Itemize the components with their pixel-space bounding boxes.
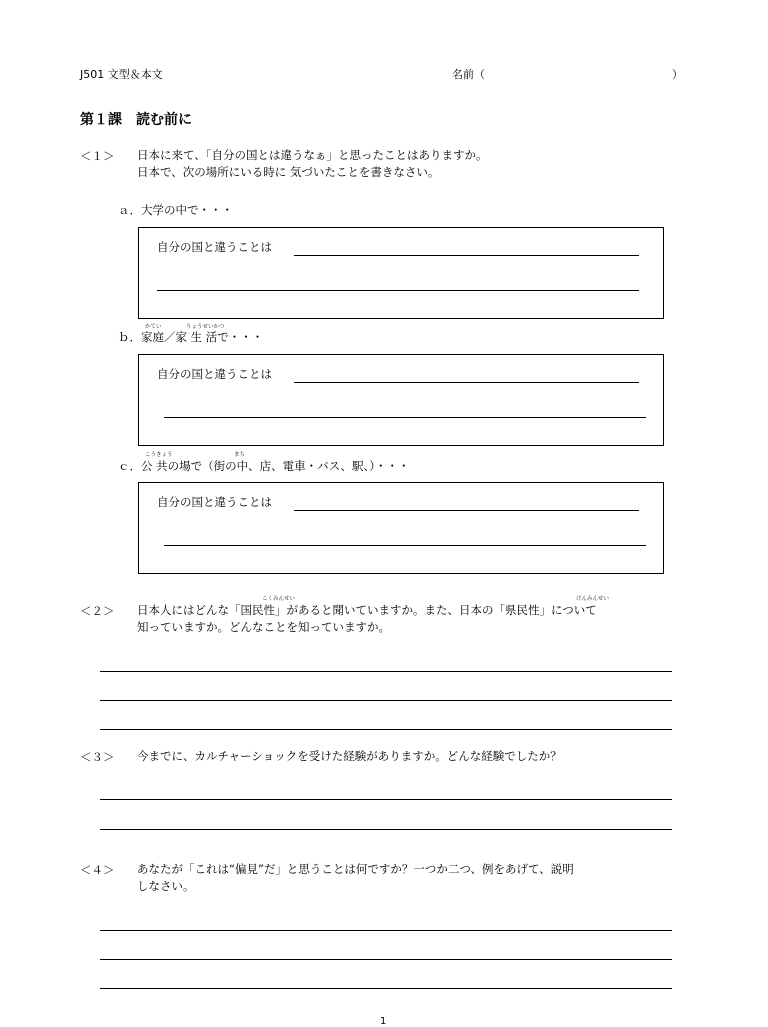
q1b-box-label: 自分の国と違うことは bbox=[157, 367, 272, 381]
q1b-label: ｂ．家庭／家 生 活で・・・ bbox=[118, 330, 264, 344]
lesson-title: 第１課 読む前に bbox=[80, 112, 192, 128]
q1a-label: ａ．大学の中で・・・ bbox=[118, 203, 233, 217]
q1c-box-label: 自分の国と違うことは bbox=[157, 495, 272, 509]
q1b-answer-box[interactable] bbox=[138, 354, 664, 446]
q3-number: ＜３＞ bbox=[80, 750, 115, 764]
q1-number: ＜１＞ bbox=[80, 149, 115, 163]
q2-ruby-kokuminsei: こくみんせい bbox=[262, 596, 296, 602]
q4-answer-line-3[interactable] bbox=[100, 988, 672, 989]
q4-answer-line-2[interactable] bbox=[100, 959, 672, 960]
q1c-label: ｃ．公 共の場で（街の中、店、電車・バス、駅、）・・・ bbox=[118, 459, 410, 473]
q3-answer-line-1[interactable] bbox=[100, 799, 672, 800]
q2-answer-line-2[interactable] bbox=[100, 700, 672, 701]
q1c-ruby-koukyou: こうきょう bbox=[145, 452, 173, 458]
q1c-answer-line-2[interactable] bbox=[164, 545, 646, 546]
q2-answer-line-1[interactable] bbox=[100, 671, 672, 672]
q1c-ruby-machi: まち bbox=[234, 452, 246, 458]
q1b-answer-line-1[interactable] bbox=[294, 382, 639, 383]
q3-line1: 今までに、カルチャーショックを受けた経験がありますか。どんな経験でしたか？ bbox=[137, 749, 562, 763]
q1b-answer-line-2[interactable] bbox=[164, 417, 646, 418]
name-label: 名前（ bbox=[452, 68, 485, 81]
q2-answer-line-3[interactable] bbox=[100, 729, 672, 730]
q1b-ruby-katei: かてい bbox=[145, 324, 162, 330]
q2-ruby-kenminsei: けんみんせい bbox=[576, 596, 610, 602]
course-code: J501 文型＆本文 bbox=[80, 68, 163, 81]
page-number: 1 bbox=[380, 1016, 387, 1027]
q4-line2: しなさい。 bbox=[137, 879, 195, 893]
q1c-answer-box[interactable] bbox=[138, 482, 664, 574]
q2-number: ＜２＞ bbox=[80, 604, 115, 618]
q1a-box-label: 自分の国と違うことは bbox=[157, 240, 272, 254]
q4-line1: あなたが「これは“偏見”だ」と思うことは何ですか？一つか二つ、例をあげて、説明 bbox=[137, 862, 574, 876]
q4-number: ＜４＞ bbox=[80, 863, 115, 877]
q1c-answer-line-1[interactable] bbox=[294, 510, 639, 511]
q1-line2: 日本で、次の場所にいる時に 気づいたことを書きなさい。 bbox=[137, 165, 440, 179]
q2-line2: 知っていますか。どんなことを知っていますか。 bbox=[137, 620, 390, 634]
q1b-ruby-seikatsu: りょうせいかつ bbox=[186, 324, 225, 330]
q1a-answer-line-2[interactable] bbox=[157, 290, 639, 291]
q4-answer-line-1[interactable] bbox=[100, 930, 672, 931]
q1a-answer-box[interactable] bbox=[138, 227, 664, 319]
q1a-answer-line-1[interactable] bbox=[294, 255, 639, 256]
name-close-paren: ） bbox=[672, 68, 683, 81]
q3-answer-line-2[interactable] bbox=[100, 829, 672, 830]
q1-line1: 日本に来て、「自分の国とは違うなぁ」と思ったことはありますか。 bbox=[137, 148, 488, 162]
q2-line1: 日本人にはどんな「国民性」があると聞いていますか。また、日本の「県民性」について bbox=[137, 603, 597, 617]
